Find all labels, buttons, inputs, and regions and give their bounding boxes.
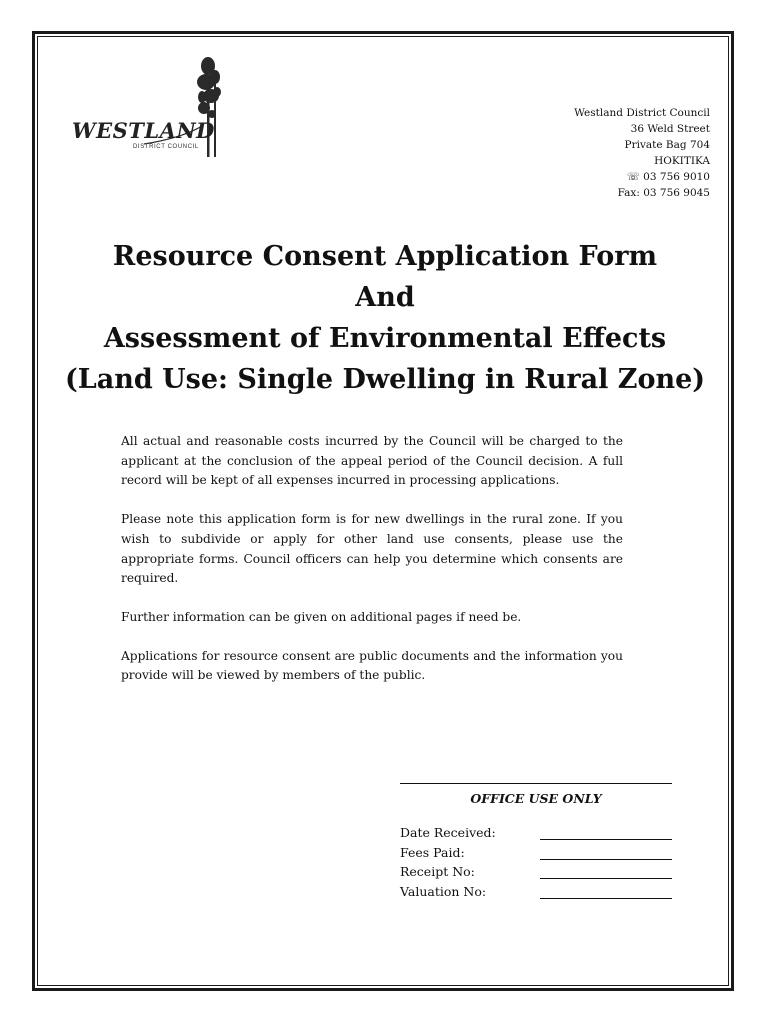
address-line: 36 Weld Street: [630, 123, 710, 135]
field-label: Fees Paid:: [400, 844, 465, 860]
address-line: Westland District Council: [574, 107, 710, 119]
paragraph-public: Applications for resource consent are public documents and the information you provide will be viewed by members of the public.: [121, 648, 623, 683]
office-field-fees-paid: [400, 845, 672, 865]
field-blank-line: [540, 859, 672, 860]
logo-subtitle: DISTRICT COUNCIL: [133, 144, 199, 150]
field-label: Valuation No:: [400, 883, 487, 899]
field-blank-line: [540, 898, 672, 899]
office-use-title: OFFICE USE ONLY: [470, 791, 602, 806]
field-label: Date Received:: [400, 825, 496, 840]
fax-line: Fax: 03 756 9045: [617, 187, 710, 199]
title-line: Resource Consent Application Form: [112, 241, 658, 272]
office-field-receipt-no: [400, 864, 672, 884]
intro-text: [121, 432, 623, 705]
title-line: Assessment of Environmental Effects: [103, 323, 667, 354]
office-top-rule: [400, 783, 672, 784]
paragraph-scope: Please note this application form is for new dwellings in the rural zone. If you wish to subdivide or apply for other land use consents, please use the appropriate forms. Council officers can help you determine which consents are required.: [121, 512, 623, 586]
address-line: HOKITIKA: [654, 155, 710, 167]
office-field-date-received: [400, 825, 672, 845]
paragraph-costs: All actual and reasonable costs incurred by the Council will be charged to the applicant at the conclusion of the appeal period of the Council decision. A full record will be kept of all expenses incurred in processing applications.: [121, 434, 623, 488]
logo-wordmark: WESTLAND: [72, 118, 215, 143]
phone-line: ☏ 03 756 9010: [626, 171, 710, 183]
paragraph-further-info: Further information can be given on additional pages if need be.: [121, 609, 522, 624]
form-title: [40, 236, 730, 400]
council-address-block: [574, 105, 710, 201]
address-line: Private Bag 704: [624, 139, 710, 151]
field-label: Receipt No:: [400, 864, 475, 880]
title-line: And: [355, 282, 415, 313]
field-blank-line: [540, 878, 672, 879]
title-line: (Land Use: Single Dwelling in Rural Zone): [64, 364, 706, 395]
office-field-valuation-no: [400, 884, 672, 904]
field-blank-line: [540, 839, 672, 840]
office-use-box: [400, 783, 672, 903]
